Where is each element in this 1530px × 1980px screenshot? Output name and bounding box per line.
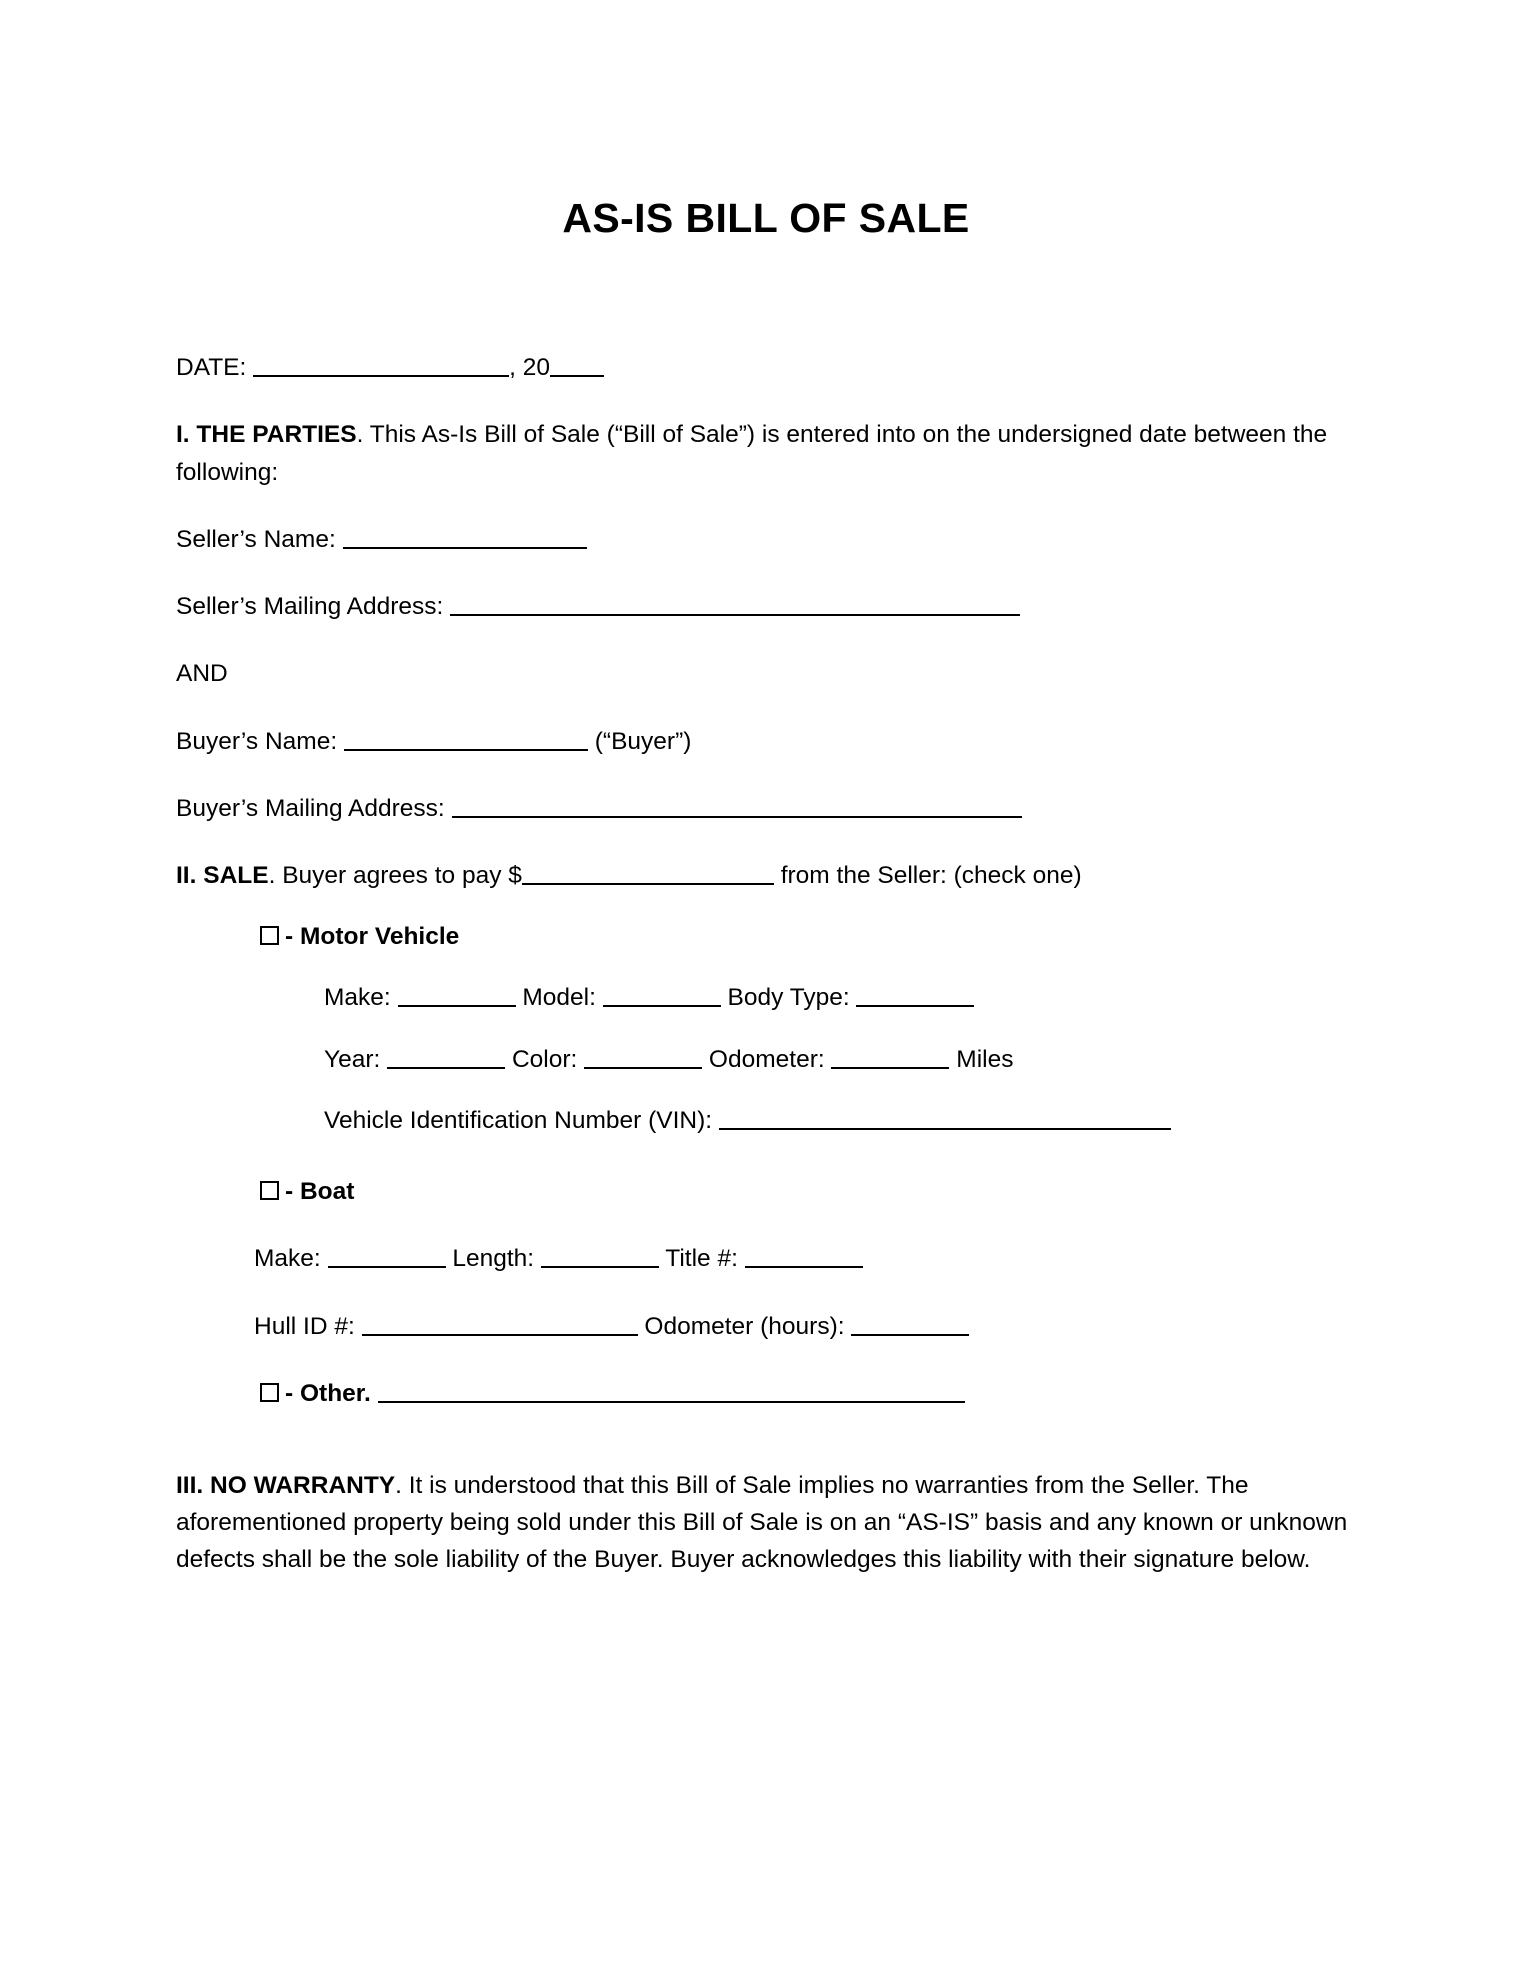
vehicle-row-vin [176,1102,1356,1139]
boat-hull-id-input-rule[interactable] [362,1308,638,1336]
seller-name-line [176,521,1356,558]
spacer [176,625,1356,655]
vehicle-body-type-input-rule[interactable] [856,980,974,1008]
document-body [176,0,1356,1603]
boat-row-hull-odometer [176,1308,1356,1345]
vehicle-body-type-label: Body Type: [727,984,850,1012]
seller-name-input-rule[interactable] [343,521,587,549]
spacer [176,491,1356,521]
boat-make-input-rule[interactable] [328,1241,446,1269]
section-no-warranty-paragraph [176,1467,1356,1579]
section-sale-body-before: . Buyer agrees to pay $ [268,861,522,889]
buyer-name-suffix: (“Buyer”) [594,727,692,755]
section-parties-heading: I. THE PARTIES [176,421,357,449]
boat-odometer-hours-input-rule[interactable] [851,1308,969,1336]
section-sale-body-after: from the Seller: (check one) [773,861,1082,889]
section-no-warranty-body: . It is understood that this Bill of Sale implies no warranties from the Seller. The aforementioned property being sold under this Bill of Sale is on an “AS-IS” basis and any known or unknown defects shall be the sole liability of the Buyer. Buyer acknowledges this liability with their signature below. [176,1471,1348,1574]
sale-amount-input-rule[interactable] [522,857,774,885]
seller-address-label: Seller’s Mailing Address: [176,593,444,621]
page-title: AS-IS BILL OF SALE [562,195,970,241]
buyer-address-input-rule[interactable] [452,790,1022,818]
section-parties-paragraph [176,416,1356,490]
vehicle-model-label: Model: [522,984,596,1012]
checkbox-motor-vehicle[interactable] [260,926,279,945]
vehicle-row-make-model-body [176,979,1356,1016]
vehicle-odometer-label: Odometer: [708,1045,825,1073]
spacer [176,693,1356,723]
option-other-label: Other [299,1379,364,1407]
vehicle-year-label: Year: [324,1045,381,1073]
vehicle-color-label: Color: [511,1045,578,1073]
option-motor-vehicle-dash: - [285,923,294,951]
option-boat-label: Boat [299,1178,355,1206]
date-label: DATE: [176,354,247,382]
option-other[interactable] [176,1375,1356,1412]
vehicle-color-input-rule[interactable] [584,1041,702,1069]
section-parties-body: . This As-Is Bill of Sale (“Bill of Sale”) is entered into on the undersigned date between the following: [176,421,1328,486]
date-line [176,349,1356,386]
boat-length-label: Length: [452,1245,535,1273]
spacer [176,1017,1356,1041]
spacer [176,241,1356,349]
date-year-input-rule[interactable] [550,349,604,377]
section-sale-heading: II. SALE [176,861,269,889]
option-boat[interactable] [176,1173,1356,1210]
seller-address-input-rule[interactable] [450,588,1020,616]
boat-odometer-hours-label: Odometer (hours): [644,1312,845,1340]
date-input-rule[interactable] [253,349,509,377]
buyer-name-label: Buyer’s Name: [176,727,338,755]
option-other-input-rule[interactable] [378,1375,965,1403]
vehicle-row-year-color-odometer [176,1041,1356,1078]
option-motor-vehicle-label: Motor Vehicle [299,923,460,951]
and-label: AND [176,660,228,688]
buyer-name-input-rule[interactable] [344,723,588,751]
checkbox-boat[interactable] [260,1181,279,1200]
spacer [176,1345,1356,1375]
vehicle-make-label: Make: [324,984,391,1012]
vehicle-vin-label: Vehicle Identification Number (VIN): [324,1106,713,1134]
boat-title-number-input-rule[interactable] [745,1241,863,1269]
vehicle-year-input-rule[interactable] [387,1041,505,1069]
option-motor-vehicle[interactable] [176,918,1356,955]
option-boat-dash: - [285,1178,294,1206]
spacer [176,558,1356,588]
boat-make-label: Make: [254,1245,321,1273]
option-other-label-suffix: . [363,1379,371,1407]
section-sale-paragraph [176,857,1356,894]
spacer [176,1412,1356,1442]
spacer [176,894,1356,918]
date-year-prefix: , 20 [509,354,551,382]
vehicle-odometer-units: Miles [956,1045,1014,1073]
checkbox-other[interactable] [260,1383,279,1402]
spacer [176,386,1356,416]
seller-name-label: Seller’s Name: [176,525,336,553]
buyer-address-label: Buyer’s Mailing Address: [176,794,445,822]
vehicle-make-input-rule[interactable] [398,980,516,1008]
spacer [176,1210,1356,1240]
spacer [176,1278,1356,1308]
boat-hull-id-label: Hull ID #: [254,1312,355,1340]
buyer-address-line [176,790,1356,827]
vehicle-vin-input-rule[interactable] [719,1102,1171,1130]
section-no-warranty-heading: III. NO WARRANTY [176,1471,396,1499]
vehicle-model-input-rule[interactable] [603,980,721,1008]
vehicle-odometer-input-rule[interactable] [831,1041,949,1069]
option-other-dash: - [285,1379,294,1407]
boat-row-make-length-title [176,1240,1356,1277]
seller-address-line [176,588,1356,625]
spacer [176,760,1356,790]
spacer [176,1139,1356,1173]
boat-title-number-label: Title #: [665,1245,738,1273]
spacer [176,955,1356,979]
spacer [176,827,1356,857]
spacer [176,1078,1356,1102]
boat-length-input-rule[interactable] [541,1241,659,1269]
buyer-name-line [176,723,1356,760]
